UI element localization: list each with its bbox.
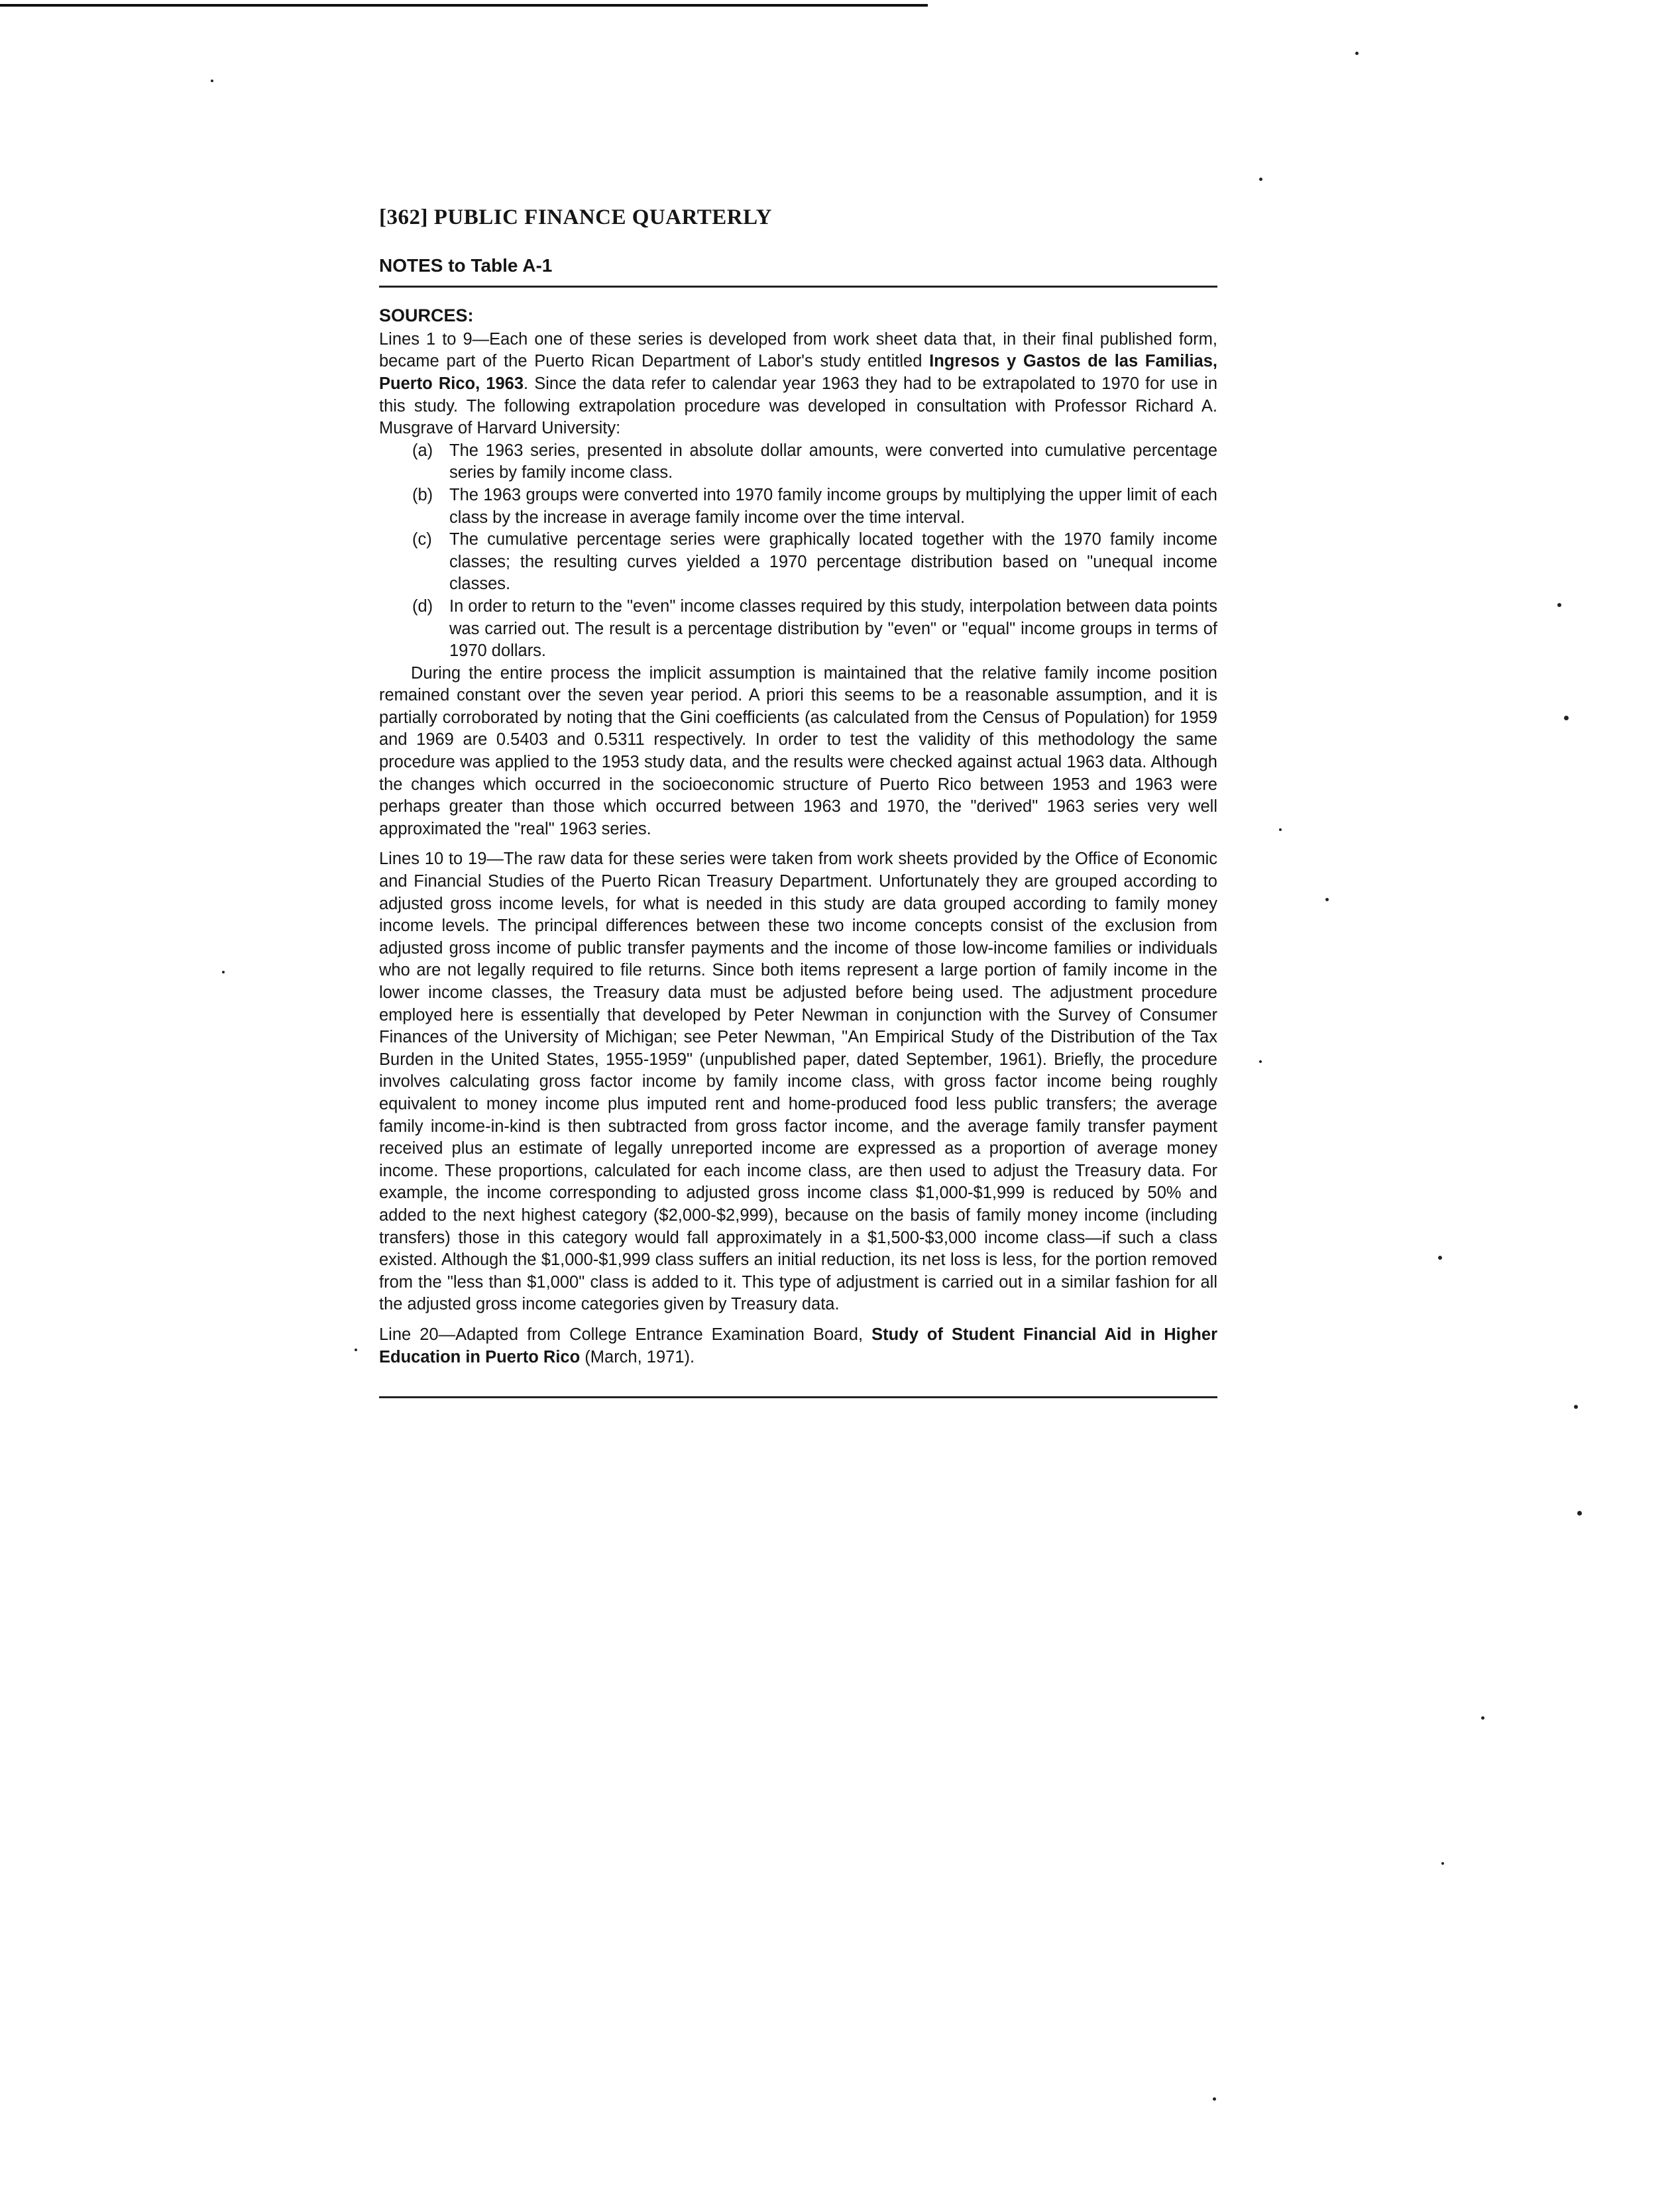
lines-1-9-intro-before: Lines 1 to 9—Each one of these series is developed from work sheet data that, in their final published form, became part of the Puerto Rican Department of Labor's study entitled	[379, 329, 1217, 371]
footer-divider	[379, 1396, 1217, 1398]
step-marker: (c)	[412, 530, 432, 549]
step-marker: (a)	[412, 441, 433, 460]
line-20-note	[379, 1324, 1217, 1368]
lines-1-9-intro-after: . Since the data refer to calendar year 1963 they had to be extrapolated to 1970 for use in this study. The following extrapolation procedure was developed in consultation with Professor Richard A. Musgrave of Harvard University:	[379, 374, 1218, 438]
step-marker: (b)	[412, 485, 433, 504]
line-20-after: (March, 1971).	[580, 1347, 695, 1366]
scan-speck	[1325, 898, 1329, 901]
scan-speck	[222, 971, 225, 973]
header-divider	[379, 286, 1217, 288]
scan-speck	[1574, 1405, 1578, 1409]
step-c	[412, 529, 1217, 596]
step-b	[412, 484, 1217, 529]
scan-speck	[1441, 1862, 1444, 1865]
scan-speck	[211, 80, 213, 82]
scan-top-edge-rule	[0, 4, 928, 7]
scan-speck	[1279, 828, 1282, 831]
step-text: The 1963 groups were converted into 1970 family income groups by multiplying the upper limit of each class by the increase in average family income over the time interval.	[449, 485, 1217, 527]
sources-label: SOURCES:	[379, 305, 474, 326]
scan-speck	[1355, 52, 1359, 55]
step-a	[412, 440, 1217, 484]
extrapolation-steps	[379, 440, 1217, 663]
step-marker: (d)	[412, 596, 433, 616]
lines-1-9-intro	[379, 329, 1217, 440]
step-d	[412, 596, 1217, 663]
lines-1-9-continuation: During the entire process the implicit assumption is maintained that the relative family income position remained constant over the seven year period. A priori this seems to be a reasonable assumption, and it is partially corroborated by noting that the Gini coefficients (as calculated from the Census of Population) for 1959 and 1969 are 0.5403 and 0.5311 respectively. In order to test the validity of this methodology the same procedure was applied to the 1953 study data, and the results were checked against actual 1963 data. Although the changes which occurred in the socioeconomic structure of Puerto Rico between 1953 and 1963 were perhaps greater than those which occurred between 1963 and 1970, the "derived" 1963 series very well approximated the "real" 1963 series.	[379, 663, 1217, 838]
step-text: The cumulative percentage series were graphically located together with the 1970 family income classes; the resulting curves yielded a 1970 percentage distribution based on "unequal income classes.	[449, 530, 1217, 594]
scan-speck	[1438, 1256, 1442, 1260]
study-title: Ingresos y Gastos de las Familias, Puerto Rico, 1963	[379, 352, 1217, 393]
document-page	[379, 207, 1217, 1398]
line-20-title: Study of Student Financial Aid in Higher Education in Puerto Rico	[379, 1325, 1217, 1366]
scan-speck	[1481, 1716, 1484, 1720]
running-head: [362] PUBLIC FINANCE QUARTERLY	[379, 205, 772, 229]
scan-speck	[1259, 1060, 1262, 1063]
step-text: The 1963 series, presented in absolute dollar amounts, were converted into cumulative percentage series by family income class.	[449, 441, 1217, 482]
scan-speck	[1577, 1511, 1582, 1516]
notes-title: NOTES to Table A-1	[379, 254, 553, 276]
scan-speck	[1557, 603, 1561, 607]
scan-speck	[355, 1349, 357, 1351]
scan-speck	[1259, 178, 1262, 181]
lines-10-19-note: Lines 10 to 19—The raw data for these series were taken from work sheets provided by the Office of Economic and Financial Studies of the Puerto Rican Treasury Department. Unfortunately they are grouped according to adjusted gross income levels, for what is needed in this study are data grouped according to family money income levels. The principal differences between these two income concepts consist of the exclusion from adjusted gross income of public transfer payments and the income of those low-income families or individuals who are not legally required to file returns. Since both items represent a large portion of family income in the lower income classes, the Treasury data must be adjusted before being used. The adjustment procedure employed here is essentially that developed by Peter Newman in conjunction with the Survey of Consumer Finances of the University of Michigan; see Peter Newman, "An Empirical Study of the Distribution of the Tax Burden in the United States, 1955-1959" (unpublished paper, dated September, 1961). Briefly, the procedure involves calculating gross factor income by family income class, with gross factor income being roughly equivalent to money income plus imputed rent and home-produced food less public transfers; the average family income-in-kind is then subtracted from gross factor income, and the average family transfer payment received plus an estimate of legally unreported income are expressed as a proportion of average money income. These proportions, calculated for each income class, are then used to adjust the Treasury data. For example, the income corresponding to adjusted gross income class $1,000-$1,999 is reduced by 50% and added to the next highest category ($2,000-$2,999), because on the basis of family money income (including transfers) those in this category would fall approximately in a $1,500-$3,000 income class—if such a class existed. Although the $1,000-$1,999 class suffers an initial reduction, its net loss is less, for the portion removed from the "less than $1,000" class is added to it. This type of adjustment is carried out in a similar fashion for all the adjusted gross income categories given by Treasury data.	[379, 850, 1217, 1314]
scan-speck	[1213, 2097, 1216, 2101]
line-20-before: Line 20—Adapted from College Entrance Examination Board,	[379, 1325, 872, 1344]
scan-speck	[1564, 716, 1569, 720]
step-text: In order to return to the "even" income classes required by this study, interpolation between data points was carried out. The result is a percentage distribution by "even" or "equal" income groups in terms of 1970 dollars.	[449, 596, 1217, 661]
